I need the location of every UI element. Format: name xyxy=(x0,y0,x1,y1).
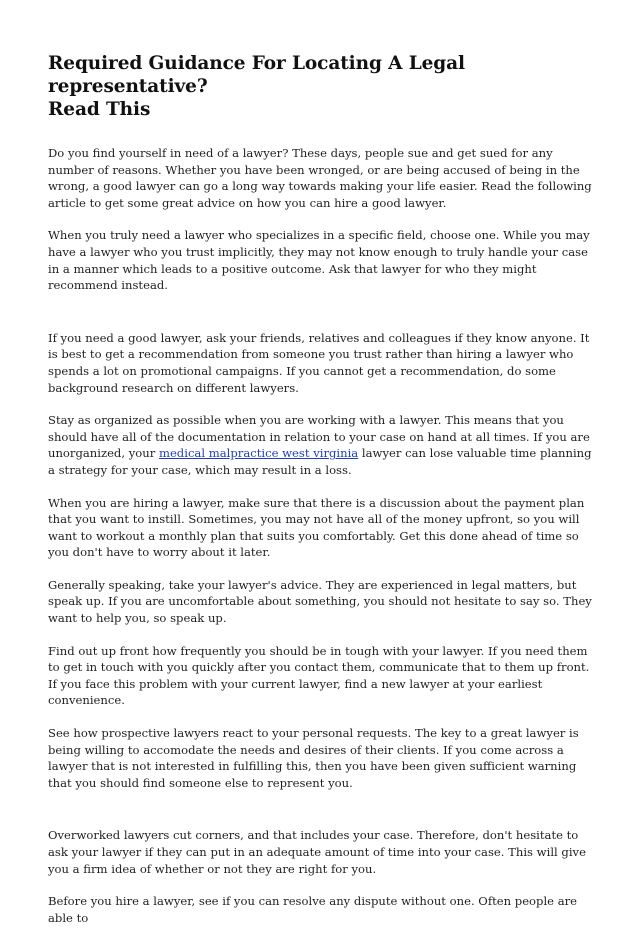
medical-malpractice-link[interactable]: medical malpractice west virginia xyxy=(158,446,359,461)
paragraph-9: Overworked lawyers cut corners, and that includes your case. Therefore, don't hesitate to ask your lawyer if they can put in an adequate amount of time into your case. This will give you a firm idea of whether or not they are right for you. xyxy=(48,828,586,876)
paragraph-4-text-before: Stay as organized as possible when you are working with a lawyer. This means that you should have all of the documentation in relation to your case on hand at all times. If you are unorganized, your xyxy=(48,413,590,461)
document-title xyxy=(48,52,594,121)
paragraph-10: Before you hire a lawyer, see if you can resolve any dispute without one. Often people are able to xyxy=(48,894,578,925)
paragraph-4-text-after: lawyer can lose valuable time planning a strategy for your case, which may result in a loss. xyxy=(48,446,592,477)
paragraph-3: If you need a good lawyer, ask your friends, relatives and colleagues if they know anyone. It is best to get a recommendation from someone you trust rather than hiring a lawyer who spends a lot on promotional campaigns. If you cannot get a recommendation, do some background research on different lawyers. xyxy=(48,330,590,395)
title-line-2: Read This xyxy=(48,99,151,120)
paragraph-8: See how prospective lawyers react to your personal requests. The key to a great lawyer is being willing to accomodate the needs and desires of their clients. If you come across a lawyer that is not interested in fulfilling this, then you have been given sufficient warning that you should find someone else to represent you. xyxy=(48,726,579,790)
paragraph-1: Do you find yourself in need of a lawyer? These days, people sue and get sued for any number of reasons. Whether you have been wronged, or are being accused of being in the wrong, a good lawyer can go a long way towards making your life easier. Read the following article to get some great advice on how you can hire a good lawyer. xyxy=(48,146,592,210)
paragraph-4 xyxy=(48,412,594,478)
paragraph-6: Generally speaking, take your lawyer's advice. They are experienced in legal matters, but speak up. If you are uncomfortable about something, you should not hesitate to say so. They want to help you, so speak up. xyxy=(48,577,592,626)
paragraph-2: When you truly need a lawyer who specializes in a specific field, choose one. While you may have a lawyer who you trust implicitly, they may not know enough to truly handle your case in a manner which leads to a positive outcome. Ask that lawyer for who they might recommend instead. xyxy=(48,228,590,293)
paragraph-5: When you are hiring a lawyer, make sure that there is a discussion about the payment plan that you want to instill. Sometimes, you may not have all of the money upfront, so you will want to workout a monthly plan that suits you comfortably. Get this done ahead of time so you don't have to worry about it later. xyxy=(48,495,585,560)
paragraph-7: Find out up front how frequently you should be in tough with your lawyer. If you need them to get in touch with you quickly after you contact them, communicate that to them up front. If you face this problem with your current lawyer, find a new lawyer at your earliest convenience. xyxy=(48,643,590,708)
title-line-1: Required Guidance For Locating A Legal representative? xyxy=(48,53,465,97)
document-page xyxy=(48,52,594,942)
